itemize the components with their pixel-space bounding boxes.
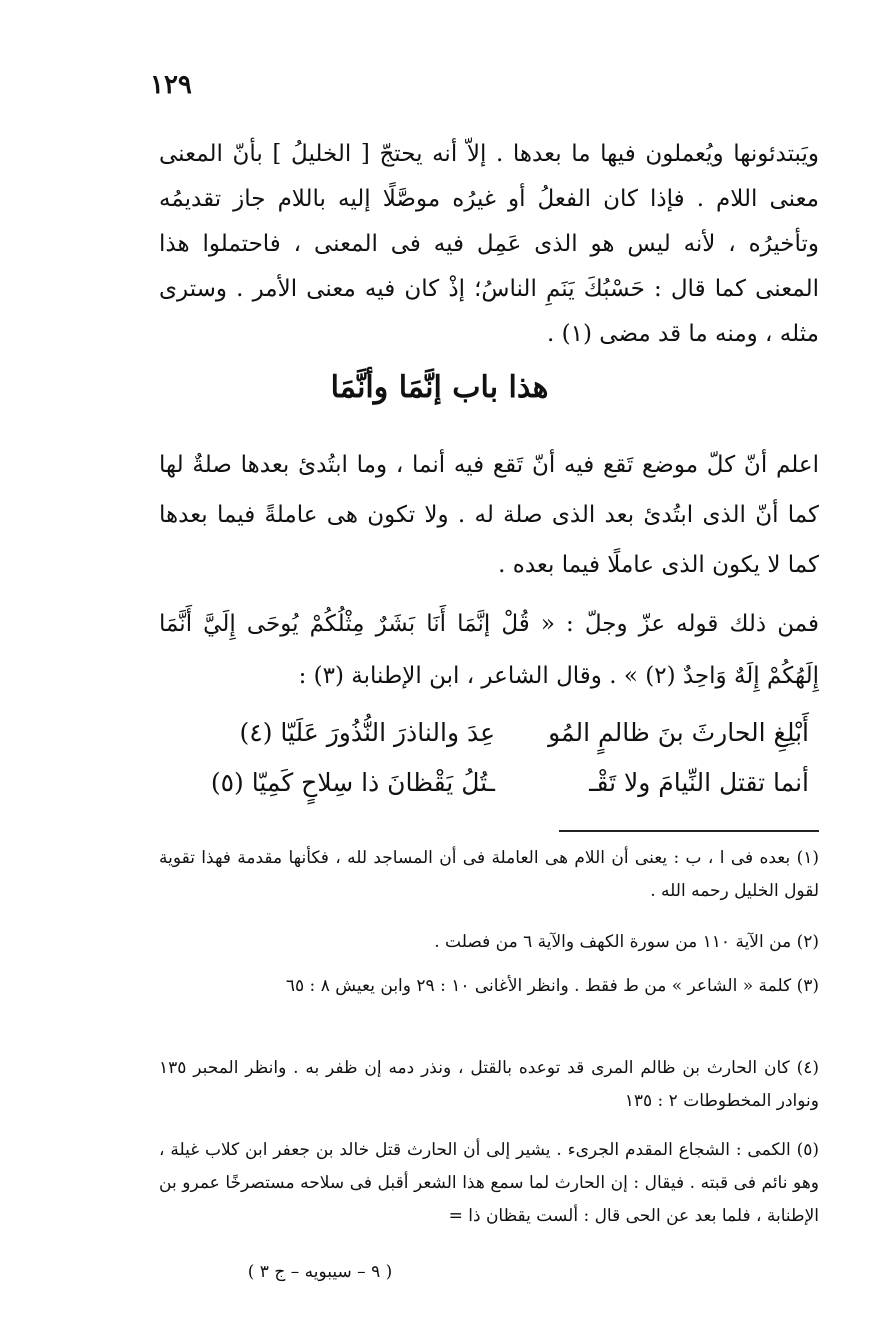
footnote: (٢) من الآية ١١٠ من سورة الكهف والآية ٦ من فصلت .	[434, 932, 819, 952]
footnote: (٤) كان الحارث بن ظالم المرى قد توعده بالقتل ، ونذر دمه إن ظفر به . وانظر المحبر ١٣٥ ونوادر المخطوطات ٢ : ١٣٥	[159, 1058, 819, 1111]
rule-paragraph: اعلم أنّ كلّ موضع تَقع فيه أنّ تَقع فيه أنما ، وما ابتُدئ بعدها صلةٌ لها كما أنّ الذى ابتُدئ بعد الذى صلة له . ولا تكون هى عاملةً فيما بعدها كما لا يكون الذى عاملًا فيما بعده .	[159, 452, 820, 578]
page-number: ١٢٩	[150, 70, 192, 100]
quote-paragraph: فمن ذلك قوله عزّ وجلّ : « قُلْ إنَّمَا أَنَا بَشَرٌ مِثْلُكُمْ يُوحَى إِلَيَّ أَنَّمَا إِلَهُكُمْ إِلَهٌ وَاحِدٌ (٢) » . وقال الشاعر ، ابن الإطنابة (٣) :	[159, 611, 819, 689]
page-footer: ( ٩ – سيبويه – ج ٣ )	[247, 1262, 393, 1282]
verse-first-hemistich: أنما تقتل النِّيامَ ولا تَقْـ	[589, 768, 809, 797]
verse-first-hemistich: أَبْلِغِ الحارثَ بنَ ظالمٍ المُو	[548, 718, 809, 747]
verse-second-hemistich: ـتُلُ يَقْظانَ ذا سِلاحٍ كَمِيّا (٥)	[210, 768, 495, 797]
poetry-verse	[169, 758, 809, 808]
verse-second-hemistich: عِدَ والناذرَ النُّذُورَ عَلَيّا (٤)	[239, 718, 495, 747]
intro-paragraph: ويَبتدئونها ويُعملون فيها ما بعدها . إلاّ أنه يحتجّ [ الخليلُ ] بأنّ المعنى معنى اللام . فإذا كان الفعلُ أو غيرُه موصَّلًا إليه باللام جاز تقديمُه وتأخيرُه ، لأنه ليس هو الذى عَمِل فيه فى المعنى ، فاحتملوا هذا المعنى كما قال : حَسْبُكَ يَنَمِ الناسُ؛ إذْ كان فيه معنى الأمر . وسترى مثله ، ومنه ما قد مضى (١) .	[159, 141, 819, 347]
footnote-divider	[559, 830, 819, 832]
footnote: (١) بعده فى ا ، ب : يعنى أن اللام هى العاملة فى أن المساجد لله ، فكأنها مقدمة فهذا تقوية لقول الخليل رحمه الله .	[159, 848, 819, 901]
footnote: (٥) الكمى : الشجاع المقدم الجرىء . يشير إلى أن الحارث قتل خالد بن جعفر ابن كلاب غيلة ، وهو نائم فى قبته . فيقال : إن الحارث لما سمع هذا الشعر أقبل فى سلاحه مستصرخًا عمرو بن الإطنابة ، فلما بعد عن الحى قال : ألست يقظان ذا =	[159, 1140, 819, 1226]
chapter-heading: هذا باب إنَّمَا وأنَّمَا	[330, 370, 549, 405]
poetry-verse	[169, 708, 809, 758]
footnote: (٣) كلمة « الشاعر » من ط فقط . وانظر الأغانى ١٠ : ٢٩ وابن يعيش ٨ : ٦٥	[285, 976, 819, 996]
